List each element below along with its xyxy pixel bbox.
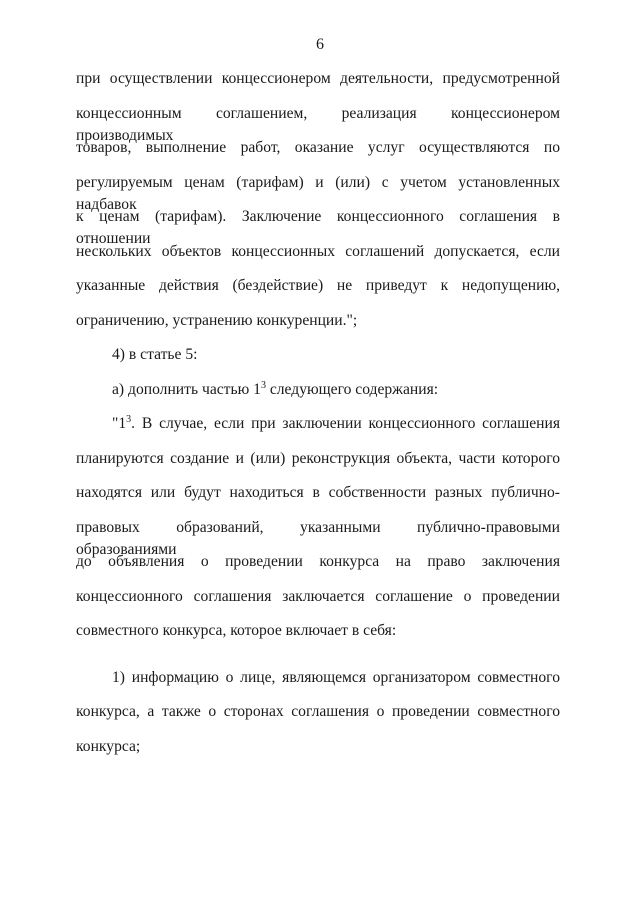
text-line: концессионным соглашением, реализация концессионером производимых xyxy=(76,104,560,144)
text-line xyxy=(76,413,560,448)
text-line: совместного конкурса, которое включает в себя: xyxy=(76,622,397,639)
part-number-superscript: 3 xyxy=(126,414,132,425)
text-line: регулируемым ценам (тарифам) и (или) с учетом установленных надбавок xyxy=(76,173,560,213)
list-item-a xyxy=(76,379,560,414)
item-a-text: а) дополнить частью 1 xyxy=(112,380,261,398)
paragraph-spacer xyxy=(76,655,560,667)
text-line: планируются создание и (или) реконструкция объекта, части которого xyxy=(76,449,560,467)
text-line: до объявления о проведении конкурса на право заключения xyxy=(76,553,560,570)
text-line: конкурса, а также о сторонах соглашения о проведении совместного xyxy=(76,703,560,720)
part-number: "1 xyxy=(112,415,127,432)
text-line: концессионного соглашения заключается соглашение о проведении xyxy=(76,587,560,605)
text-line: нескольких объектов концессионных соглашений допускается, если xyxy=(76,242,560,260)
text-line: при осуществлении концессионером деятельности, предусмотренной xyxy=(76,70,560,87)
text-line: правовых образований, указанными публично-правовыми образованиями xyxy=(76,518,560,558)
item-a-text-rest: следующего содержания: xyxy=(265,380,439,398)
text-line: конкурса; xyxy=(76,737,141,755)
text-line: ограничению, устранению конкуренции."; xyxy=(76,311,358,329)
part-text: . В случае, если при заключении концессионного соглашения xyxy=(131,415,560,432)
text-line: товаров, выполнение работ, оказание услуг осуществляются по xyxy=(76,139,560,156)
text-line: 1) информацию о лице, являющемся организатором совместного xyxy=(112,668,560,686)
document-body xyxy=(76,68,560,770)
paragraph-new-part xyxy=(76,413,560,655)
item-a-superscript: 3 xyxy=(260,379,266,391)
text-line: к ценам (тарифам). Заключение концессионного соглашения в отношении xyxy=(76,208,560,247)
paragraph-continuation xyxy=(76,68,560,344)
list-item-4: 4) в статье 5: xyxy=(112,346,198,363)
text-line: находятся или будут находиться в собственности разных публично- xyxy=(76,484,560,501)
paragraph-list-item-1 xyxy=(76,667,560,771)
text-line: указанные действия (бездействие) не приведут к недопущению, xyxy=(76,277,560,294)
page-number: 6 xyxy=(316,36,324,53)
